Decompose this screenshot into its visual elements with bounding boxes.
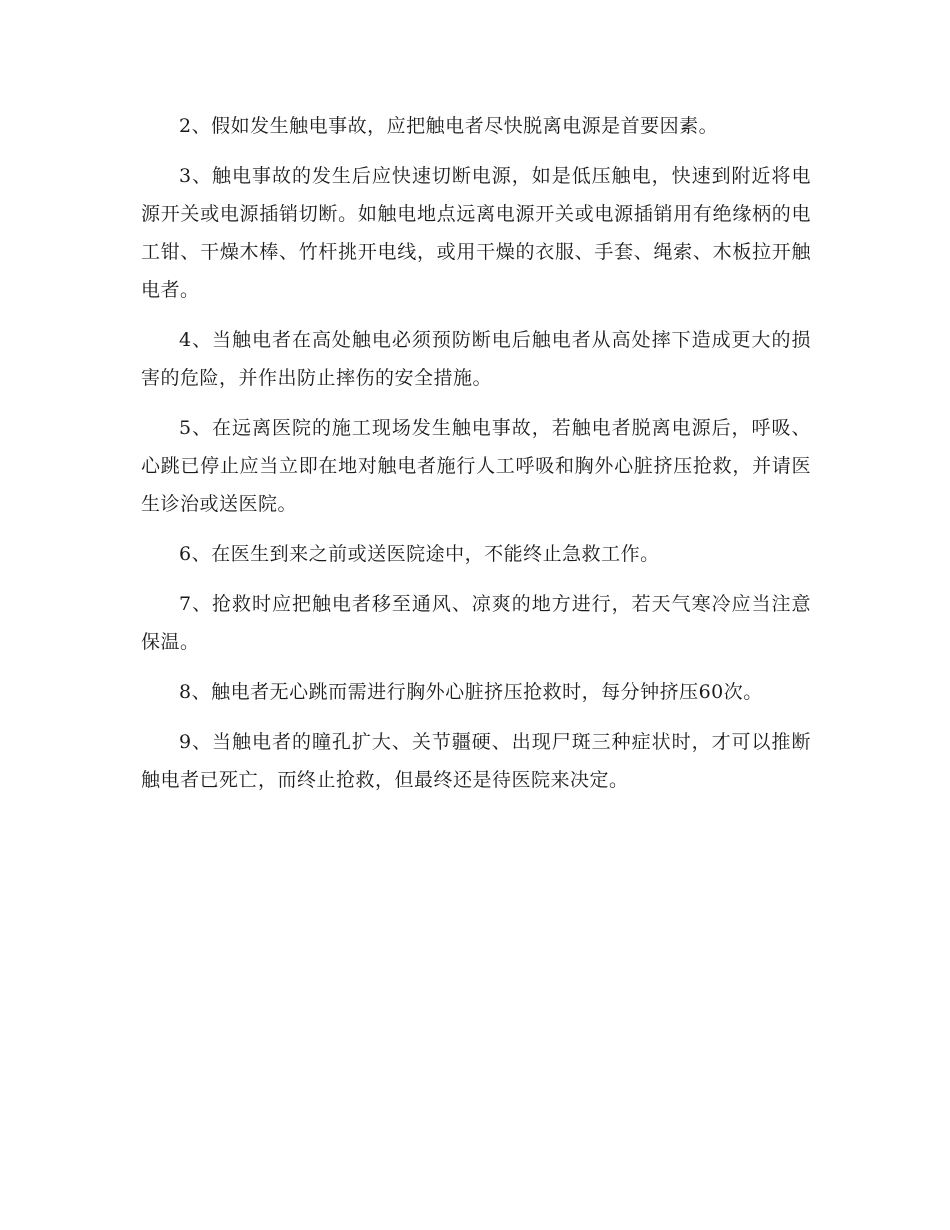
- paragraph-item-4: 4、当触电者在高处触电必须预防断电后触电者从高处摔下造成更大的损害的危险，并作出防止摔伤的安全措施。: [141, 329, 811, 389]
- paragraph-item-7: 7、抢救时应把触电者移至通风、凉爽的地方进行，若天气寒冷应当注意保温。: [141, 593, 811, 653]
- paragraph-item-5: 5、在远离医院的施工现场发生触电事故，若触电者脱离电源后，呼吸、心跳已停止应当立即在地对触电者施行人工呼吸和胸外心脏挤压抢救，并请医生诊治或送医院。: [141, 417, 811, 515]
- paragraph-item-2: 2、假如发生触电事故，应把触电者尽快脱离电源是首要因素。: [179, 115, 719, 137]
- paragraph-item-8: 8、触电者无心跳而需进行胸外心脏挤压抢救时，每分钟挤压60次。: [179, 681, 763, 703]
- paragraph-item-9: 9、当触电者的瞳孔扩大、关节疆硬、出现尸斑三种症状时，才可以推断触电者已死亡，而终止抢救，但最终还是待医院来决定。: [141, 731, 811, 791]
- paragraph-item-3: 3、触电事故的发生后应快速切断电源，如是低压触电，快速到附近将电源开关或电源插销切断。如触电地点远离电源开关或电源插销用有绝缘柄的电工钳、干燥木棒、竹杆挑开电线，或用干燥的衣服、手套、绳索、木板拉开触电者。: [141, 165, 811, 301]
- document-body: [141, 107, 811, 811]
- paragraph-item-6: 6、在医生到来之前或送医院途中，不能终止急救工作。: [179, 543, 660, 565]
